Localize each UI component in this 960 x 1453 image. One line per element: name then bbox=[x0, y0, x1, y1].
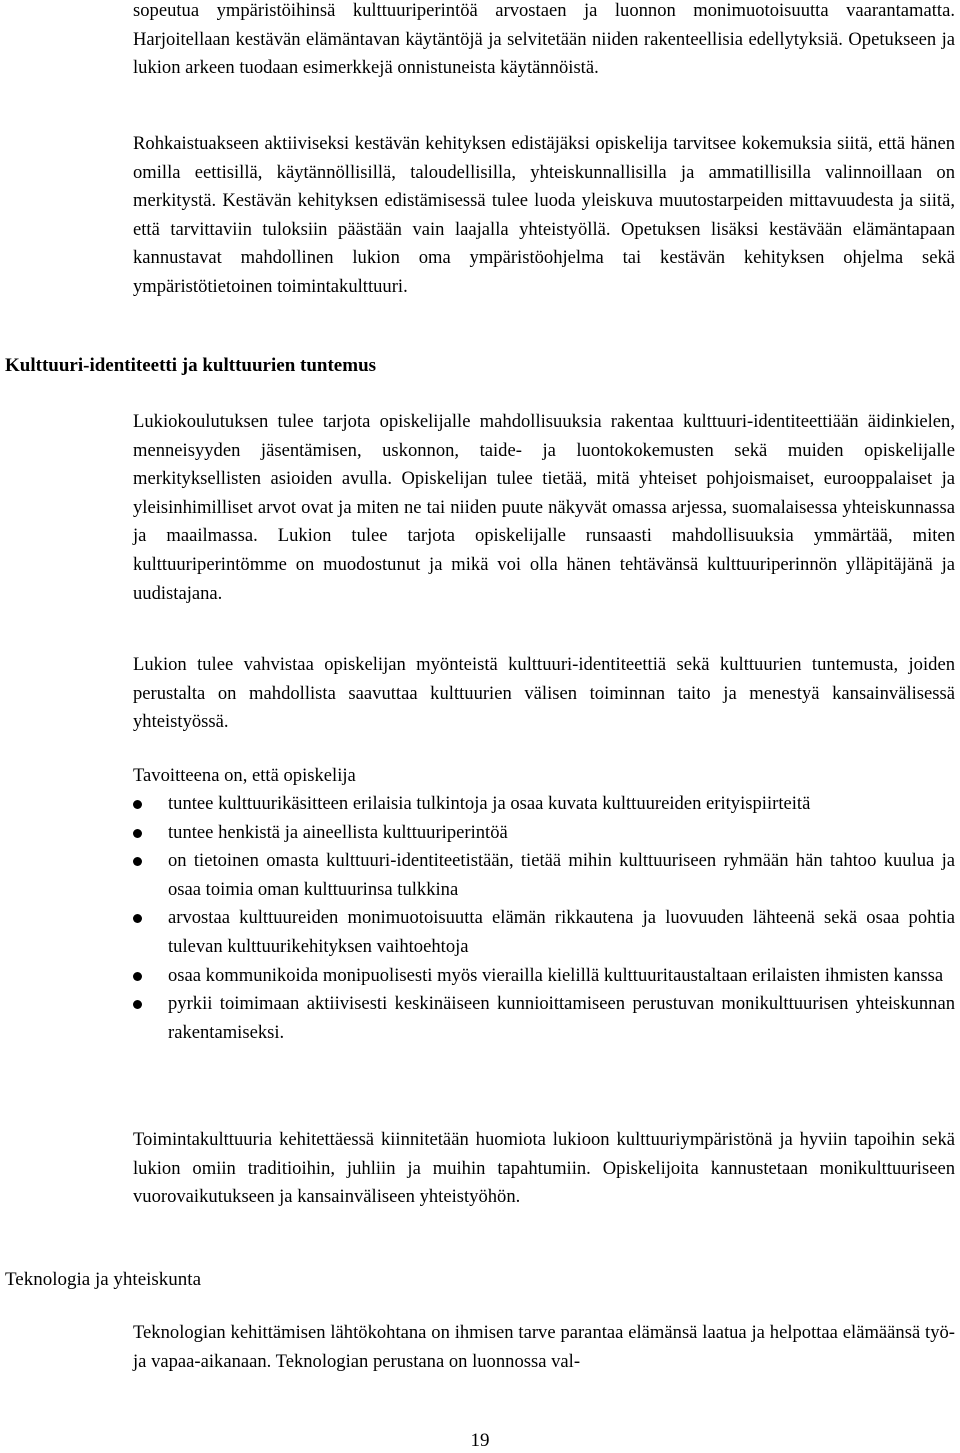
list-item: tuntee kulttuurikäsitteen erilaisia tulkintoja ja osaa kuvata kulttuureiden erityispiirteitä bbox=[133, 790, 955, 819]
bullet-icon bbox=[133, 800, 142, 809]
list-item: tuntee henkistä ja aineellista kulttuuriperintöä bbox=[133, 819, 955, 848]
paragraph-operating-culture: Toimintakulttuuria kehitettäessä kiinnitetään huomiota lukioon kulttuuriympäristönä ja hyviin tapoihin sekä lukion omiin traditioihin, juhliin ja muihin tapahtumiin. Opiskelijoita kannustetaan monikulttuuriseen vuorovaikutukseen ja kansainväliseen yhteistyöhön. bbox=[133, 1129, 955, 1208]
goals-list bbox=[133, 790, 955, 1047]
bullet-icon bbox=[133, 972, 142, 981]
heading-cultural-identity: Kulttuuri-identiteetti ja kulttuurien tuntemus bbox=[5, 355, 377, 376]
paragraph-cultural-identity: Lukiokoulutuksen tulee tarjota opiskelijalle mahdollisuuksia rakentaa kulttuuri-identiteettiään äidinkielen, menneisyyden jäsentämisen, uskonnon, taide- ja luontokokemusten sekä muiden opiskelijalle merkityksellisten asioiden avulla. Opiskelijan tulee tietää, mitä yhteiset pohjoismaiset, eurooppalaiset ja yleisinhimilliset arvot ovat ja miten ne tai niiden puute näkyvät omassa arjessa, suomalaisessa yhteiskunnassa ja maailmassa. Lukion tulee tarjota opiskelijalle runsaasti mahdollisuuksia ymmärtää, miten kulttuuriperintömme on muodostunut ja mikä voi olla hänen tehtävänsä kulttuuriperinnön ylläpitäjänä ja uudistajana. bbox=[133, 411, 955, 604]
list-item: on tietoinen omasta kulttuuri-identiteetistään, tietää mihin kulttuuriseen ryhmään hän tahtoo kuulua ja osaa toimia oman kulttuurinsa tulkkina bbox=[133, 847, 955, 904]
page-number: 19 bbox=[470, 1430, 490, 1451]
bullet-icon bbox=[133, 914, 142, 923]
list-item: osaa kommunikoida monipuolisesti myös vierailla kielillä kulttuuritaustaltaan erilaisten ihmisten kanssa bbox=[133, 962, 955, 991]
bullet-icon bbox=[133, 857, 142, 866]
heading-technology-society: Teknologia ja yhteiskunta bbox=[5, 1269, 202, 1290]
list-item: arvostaa kulttuureiden monimuotoisuutta elämän rikkautena ja luovuuden lähteenä sekä osaa pohtia tulevan kulttuurikehityksen vaihtoehtoja bbox=[133, 904, 955, 961]
bullet-icon bbox=[133, 1000, 142, 1009]
paragraph-technology: Teknologian kehittämisen lähtökohtana on ihmisen tarve parantaa elämänsä laatua ja helpottaa elämäänsä työ- ja vapaa-aikanaan. Teknologian perustana on luonnossa val- bbox=[133, 1322, 955, 1372]
paragraph-sustainability-intro: sopeutua ympäristöihinsä kulttuuriperintöä arvostaen ja luonnon monimuotoisuutta vaarantamatta. Harjoitellaan kestävän elämäntavan käytäntöjä ja selvitetään niiden rakenteellisia edellytyksiä. Opetukseen ja lukion arkeen tuodaan esimerkkejä onnistuneista käytännöistä. bbox=[133, 0, 955, 79]
paragraph-cultural-knowledge: Lukion tulee vahvistaa opiskelijan myönteistä kulttuuri-identiteettiä sekä kulttuurien tuntemusta, joiden perustalta on mahdollista saavuttaa kulttuurien välisen toiminnan taito ja menestyä kansainvälisessä yhteistyössä. bbox=[133, 654, 955, 733]
paragraph-sustainability-promoter: Rohkaistuakseen aktiiviseksi kestävän kehityksen edistäjäksi opiskelija tarvitsee kokemuksia siitä, että hänen omilla eettisillä, käytännöllisillä, taloudellisilla, yhteiskunnallisilla ja ammatillisilla valinnoillaan on merkitystä. Kestävän kehityksen edistämisessä tulee luoda yleiskuva muutostarpeiden mittavuudesta ja siitä, että tarvittaviin tuloksiin päästään vain laajalla yhteistyöllä. Opetuksen lisäksi kestävään elämäntapaan kannustavat mahdollinen lukion oma ympäristöohjelma tai kestävän kehityksen ohjelma sekä ympäristötietoinen toimintakulttuuri. bbox=[133, 133, 955, 297]
bullet-icon bbox=[133, 829, 142, 838]
list-item: pyrkii toimimaan aktiivisesti keskinäiseen kunnioittamiseen perustuvan monikulttuurisen yhteiskunnan rakentamiseksi. bbox=[133, 990, 955, 1047]
goals-intro: Tavoitteena on, että opiskelija bbox=[133, 765, 356, 786]
